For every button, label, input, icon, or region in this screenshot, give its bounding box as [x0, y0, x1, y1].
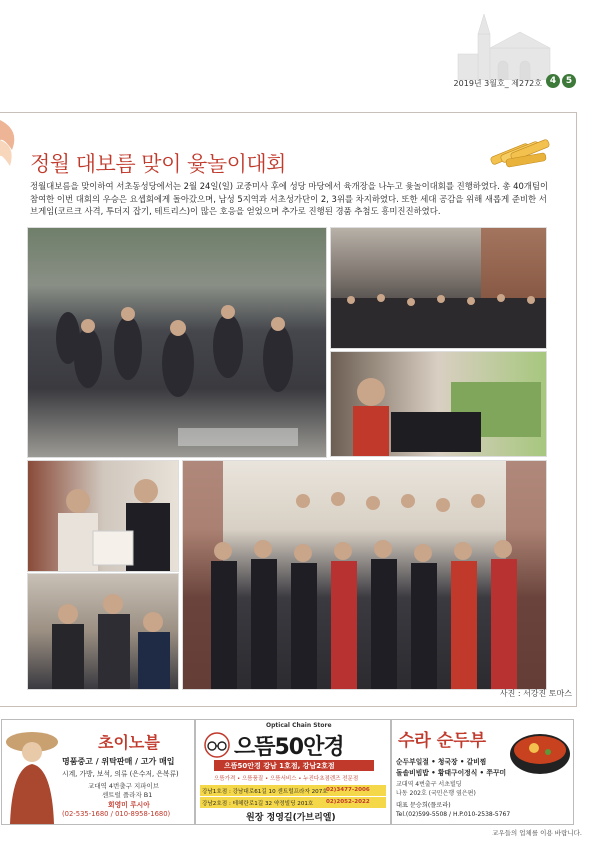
- ad-a-line5: 회영미 루시아: [108, 801, 150, 809]
- ad-a-line2: 시계, 가방, 보석, 의류 (은수저, 은복류): [62, 770, 179, 778]
- ad-c-menu2: 돌솥비빔밥 • 황태구이정식 • 쭈꾸미: [396, 769, 507, 777]
- ad-a-name: 초이노블: [98, 733, 160, 752]
- glasses-icon: [204, 732, 230, 758]
- photo-caption: 사진 : 서강진 토마스: [499, 689, 572, 698]
- photo-crowd-yut-game: [27, 227, 327, 458]
- ad-b-services: 으뜸가격 • 으뜸품질 • 으뜸서비스 • 누진다초점렌즈 전문점: [214, 776, 359, 782]
- ad-c-menu1: 순두부일절 • 청국장 • 갈비찜: [396, 758, 487, 766]
- ad-c-addr1: 교대역 4번출구 서초빌딩: [396, 781, 462, 788]
- photo-group-winners: [182, 460, 547, 690]
- ad-a-line3: 교대역 4번출구 지파이브: [88, 782, 160, 790]
- ad-a-illustration: [2, 720, 62, 824]
- ad-a-line1: 명품중고 / 위탁판매 / 고가 매입: [62, 757, 175, 766]
- church-illustration: [450, 10, 560, 80]
- article-body: 정월대보름을 맞이하여 서초동성당에서는 2월 24일(일) 교중미사 후에 성당 마당에서 육개장을 나누고 윷놀이대회를 진행하였다. 총 40개팀이 참여한 이번 대회의 우승은 요셉회에게 돌아갔으며, 남성 5지역과 서초성가단이 2, 3위를 차지하였다. 또한 세대 공감을 위해 새롭게 준비한 서브게임(코르크 사격, 투더지 잡기, 테트리스)이 많은 호응을 얻었으며 추가로 진행된 경품 추첨도 흥미진진하였다.: [30, 181, 549, 217]
- ad-b-name: 으뜸50안경: [234, 735, 344, 760]
- page-number-right: 5: [562, 74, 576, 88]
- photo-family: [27, 573, 179, 690]
- ad-choinoble: [1, 719, 195, 825]
- photo-tetris-game: [330, 351, 547, 457]
- ad-b-branch1: 강남1호점 : 강남대로61길 10 센트럴프라자 207호: [202, 789, 328, 795]
- footer-note: 교우들의 업체를 이용 바랍니다.: [492, 829, 582, 837]
- ad-sura-sundubu: [391, 719, 574, 825]
- photo-prize-winners: [27, 460, 179, 572]
- ad-a-phone: (02-535-1680 / 010-8958-1680): [62, 810, 171, 818]
- ad-b-owner: 원장 정영길(가브리엘): [246, 813, 336, 823]
- issue-label: 2019년 3월호_ 제272호: [453, 79, 542, 88]
- ad-b-phone2: 02)2052-2022: [326, 799, 370, 805]
- ad-c-owner: 대표 문승희(플로라): [396, 802, 451, 809]
- page-header: [0, 0, 600, 100]
- article-title: 정월 대보름 맞이 윷놀이대회: [30, 152, 286, 176]
- ad-c-phone: Tel.(02)599-5508 / H.P.010-2538-5767: [396, 811, 511, 818]
- ad-b-phone1: 02)3477-2006: [326, 787, 370, 793]
- ad-b-tag: Optical Chain Store: [266, 722, 332, 729]
- ad-b-sub: 으뜸50안경 강남 1호점, 강남2호점: [224, 762, 335, 770]
- photo-courtyard-crowd: [330, 227, 547, 349]
- ad-b-branch2: 강남2호점 : 테헤란로1길 32 약정빌딩 201호: [202, 801, 314, 807]
- page-number-left: 4: [546, 74, 560, 88]
- ad-c-name: 수라 순두부: [398, 731, 487, 751]
- yut-sticks-icon: [486, 132, 556, 170]
- ad-a-line4: 센트럴 플라자 B1: [102, 791, 153, 799]
- ad-c-addr2: 나동 202호 (국민은행 옆은편): [396, 790, 476, 797]
- ad-eutteum-optical: [195, 719, 391, 825]
- stew-bowl-icon: [504, 722, 572, 778]
